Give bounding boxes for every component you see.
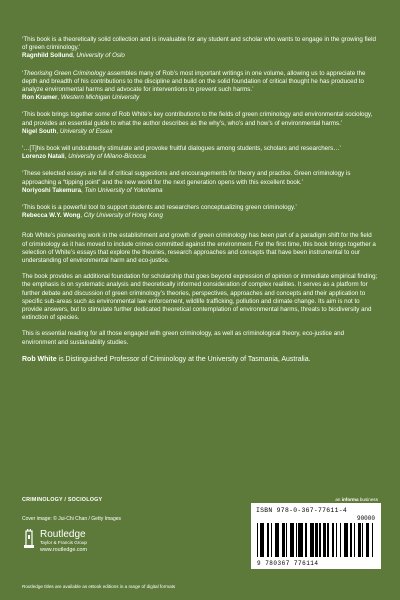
subject-category: CRIMINOLOGY / SOCIOLOGY — [22, 497, 103, 503]
endorsement-text: ‘This book brings together some of Rob White’s key contributions to the fields of green criminology and environmental sociology, and provides an essential guide to what the author describes as the why’s, who’s and how’s of environmental harms.’ — [22, 111, 373, 127]
endorser-name: Lorenzo Natali — [22, 153, 65, 161]
back-cover-content — [22, 36, 378, 378]
endorser-institution: Toin University of Yokohama — [84, 186, 163, 194]
publisher-name: Routledge — [40, 529, 86, 540]
isbn-barcode — [251, 503, 381, 569]
endorser-name: Rebecca W.Y. Wong — [22, 212, 81, 220]
author-bio-text: is Distinguished Professor of Criminology at the University of Tasmania, Australia. — [56, 355, 311, 363]
endorser-institution: Western Michigan University — [60, 94, 140, 102]
endorsement-attribution: Nigel South, University of Essex — [22, 127, 113, 135]
barcode-bars — [257, 523, 375, 557]
author-bio — [22, 355, 378, 364]
endorsement-attribution: Rebecca W.Y. Wong, City University of Hong Kong — [22, 212, 163, 220]
endorsement-text: ‘…[T]his book will undoubtedly stimulate and provoke fruitful dialogues among students, scholars and researchers…’ — [22, 145, 341, 153]
publisher-url: www.routledge.com — [40, 546, 88, 553]
description-paragraph: Rob White’s pioneering work in the establishment and growth of green criminology has been part of a paradigm shift for the field of criminology as it has moved to include crimes committed against the environment. For the first time, this book brings together a selection of White’s essays that explore the theories, research approaches and concepts that have been instrumental to our understanding of environmental harm and eco-justice. — [22, 232, 376, 265]
author-name: Rob White — [22, 355, 57, 363]
endorsement-text: ‘These selected essays are full of critical suggestions and encouragements for theory and practice. Green criminology is approaching a “tipping point” and the new world for the next generation opens with this excellent book.’ — [22, 170, 351, 186]
informa-business-mark: an informa business — [335, 497, 378, 502]
endorsement — [22, 111, 378, 136]
endorser-name: Noriyoshi Takemura — [22, 186, 82, 194]
endorsement — [22, 204, 378, 220]
ebook-note: Routledge titles are available as eBook editions in a range of digital formats — [22, 584, 176, 589]
barcode-bar — [373, 523, 374, 557]
endorsement-attribution: Noriyoshi Takemura, Toin University of Yokohama — [22, 186, 163, 194]
routledge-tower-logo-icon — [22, 529, 36, 549]
book-title: Theorising Green Criminology — [23, 69, 106, 77]
endorsement-text: ‘This book is a theoretically solid collection and is invaluable for any student and scholar who wants to engage in the growing field of green criminology.’ — [22, 36, 376, 52]
endorsement-text: ‘This book is a powerful tool to support students and researchers conceptualizing green criminology.’ — [22, 204, 297, 212]
endorser-institution: University of Oslo — [76, 52, 125, 60]
endorsements — [22, 36, 378, 220]
description-paragraph: This is essential reading for all those engaged with green criminology, as well as criminological theory, eco-justice and environment and sustainability studies. — [22, 330, 345, 346]
endorsement-attribution: Ron Kramer, Western Michigan University — [22, 94, 140, 102]
endorser-name: Ron Kramer — [22, 94, 58, 102]
description-paragraph: The book provides an additional foundation for scholarship that goes beyond expression of opinion or immediate empirical finding; the emphasis is on systematic analysis and theoretically informed consideration of complex realities. It serves as a platform for further debate and discussion of green criminology’s theories, perspectives, approaches and concepts and their application to specific sub-areas such as environmental law enforcement, wildlife trafficking, pollution and climate change. Its aim is not to provide answers, but to stimulate further dedicated theoretical contemplation of environmental harms, threats to biodiversity and extinction of species. — [22, 273, 378, 322]
publisher-text — [40, 529, 87, 554]
ean-number: 9 780367 776114 — [257, 560, 319, 567]
publisher-block — [22, 529, 87, 554]
endorsement — [22, 170, 378, 195]
endorsement-attribution: Ragnhild Sollund, University of Oslo — [22, 52, 125, 60]
endorsement-attribution: Lorenzo Natali, University of Milano-Bicocca — [22, 153, 146, 161]
endorsement — [22, 36, 378, 61]
endorser-institution: University of Essex — [59, 127, 113, 135]
endorsement-text: ‘Theorising Green Criminology assembles many of Rob’s most important writings in one volume, allowing us to appreciate the depth and breadth of his contributions to the discipline and build on the solid foundation of critical thought he has produced to analyze environmental harms and advocate for interventions to prevent such harms.’ — [22, 69, 366, 94]
endorser-institution: City University of Hong Kong — [83, 212, 163, 220]
endorser-name: Nigel South — [22, 127, 57, 135]
endorsement — [22, 70, 378, 103]
isbn-number: ISBN 978-0-367-77611-4 — [256, 507, 347, 514]
cover-image-credit: Cover image: © Jui-Chi Chan / Getty Images — [22, 516, 121, 522]
endorsement — [22, 145, 378, 161]
endorser-name: Ragnhild Sollund — [22, 52, 73, 60]
publisher-group: Taylor & Francis Group — [40, 540, 87, 545]
endorser-institution: University of Milano-Bicocca — [68, 153, 146, 161]
price-code: 90000 — [356, 515, 375, 522]
